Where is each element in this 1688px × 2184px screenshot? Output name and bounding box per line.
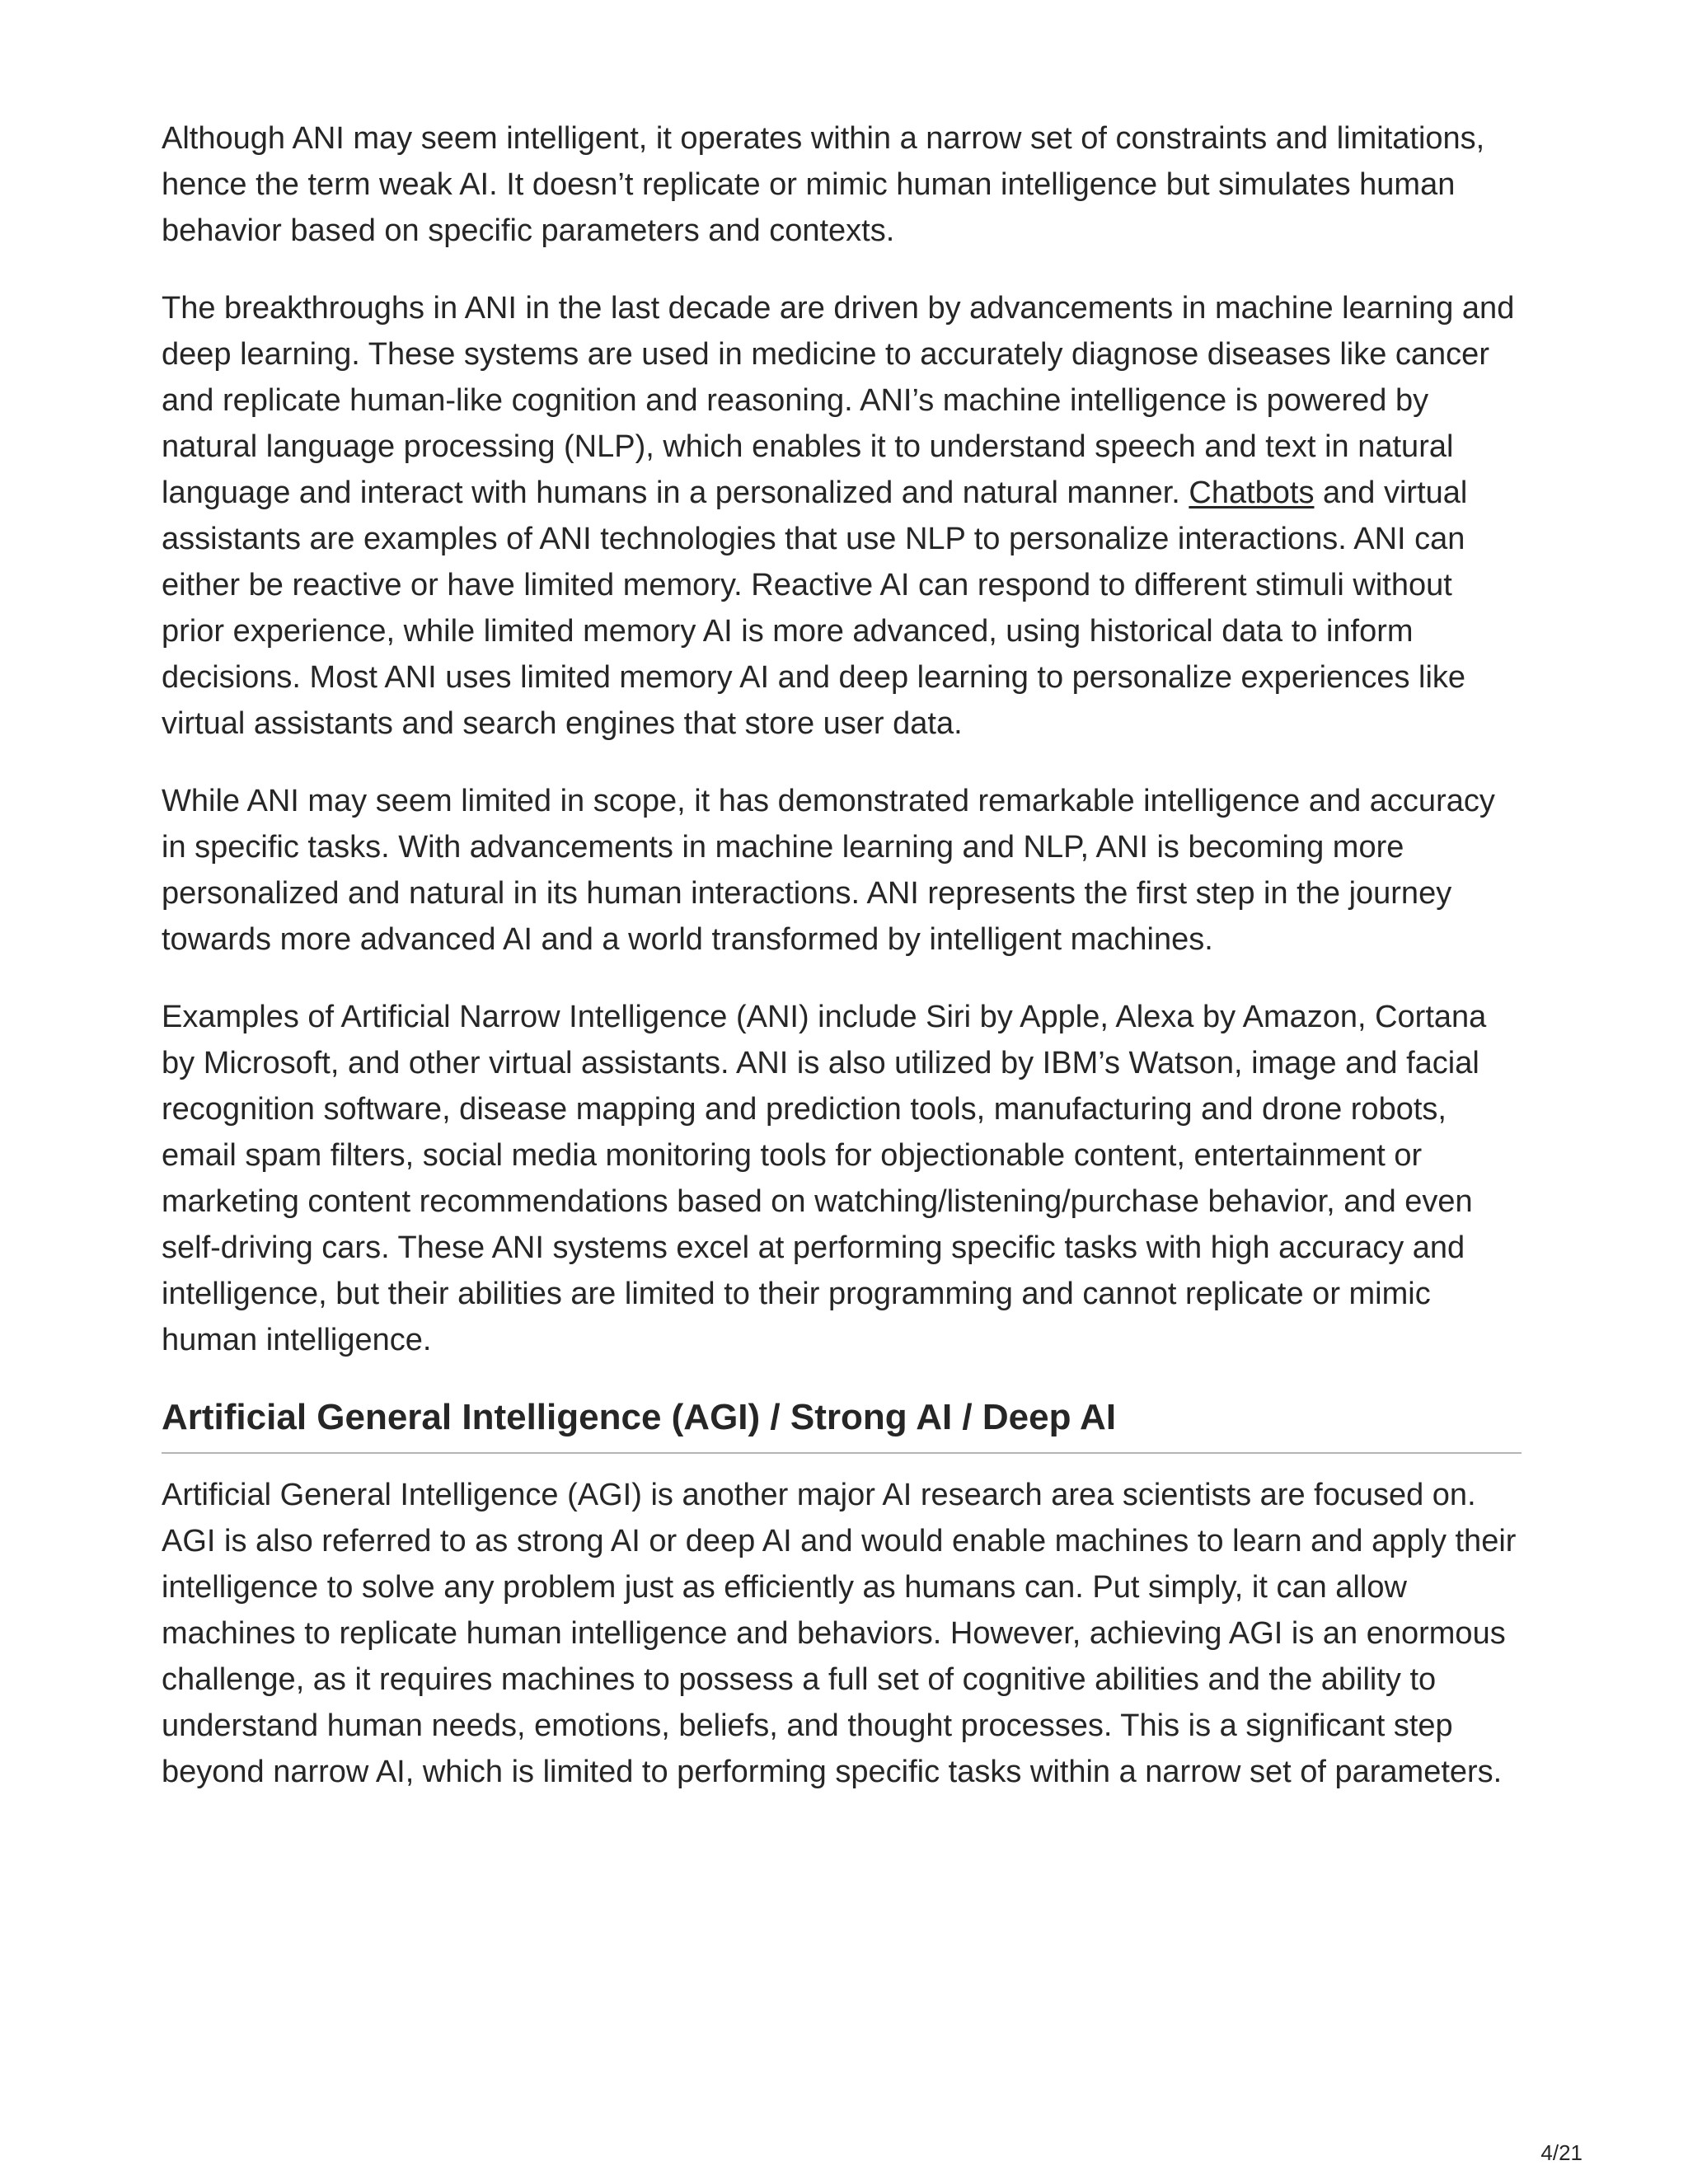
paragraph-agi-intro: Artificial General Intelligence (AGI) is another major AI research area scientists are focused on. AGI is also referred to as strong AI or deep AI and would enable machines to learn and apply their intelligence to solve any problem just as efficiently as humans can. Put simply, it can allow machines to replicate human intelligence and behaviors. However, achieving AGI is an enormous challenge, as it requires machines to possess a full set of cognitive abilities and the ability to understand human needs, emotions, beliefs, and thought processes. This is a significant step beyond narrow AI, which is limited to performing specific tasks within a narrow set of parameters. bbox=[162, 1478, 1517, 1789]
section-heading-agi: Artificial General Intelligence (AGI) / Strong AI / Deep AI bbox=[162, 1394, 1522, 1454]
paragraph-ani-examples: Examples of Artificial Narrow Intelligence (ANI) include Siri by Apple, Alexa by Amazon, Cortana by Microsoft, and other virtual assistants. ANI is also utilized by IBM’s Watson, image and facial recognition software, disease mapping and prediction tools, manufacturing and drone robots, email spam filters, social media monitoring tools for objectionable content, entertainment or marketing content recommendations based on watching/listening/purchase behavior, and even self-driving cars. These ANI systems excel at performing specific tasks with high accuracy and intelligence, but their abilities are limited to their programming and cannot replicate or mimic human intelligence. bbox=[162, 1000, 1487, 1357]
paragraph-ani-breakthroughs bbox=[162, 285, 1522, 747]
chatbots-link[interactable]: Chatbots bbox=[1189, 476, 1315, 510]
paragraph-ani-intro: Although ANI may seem intelligent, it operates within a narrow set of constraints and limitations, hence the term weak AI. It doesn’t replicate or mimic human intelligence but simulates human behavior based on specific parameters and contexts. bbox=[162, 121, 1485, 248]
paragraph-text-before-link: The breakthroughs in ANI in the last decade are driven by advancements in machine learning and deep learning. These systems are used in medicine to accurately diagnose diseases like cancer and replicate human-like cognition and reasoning. ANI’s machine intelligence is powered by natural language processing (NLP), which enables it to understand speech and text in natural language and interact with humans in a personalized and natural manner. bbox=[162, 291, 1515, 510]
article-content bbox=[162, 115, 1522, 1826]
page-number: 4/21 bbox=[1540, 2140, 1582, 2165]
paragraph-ani-scope: While ANI may seem limited in scope, it has demonstrated remarkable intelligence and accuracy in specific tasks. With advancements in machine learning and NLP, ANI is becoming more personalized and natural in its human interactions. ANI represents the first step in the journey towards more advanced AI and a world transformed by intelligent machines. bbox=[162, 784, 1495, 957]
paragraph-text-after-link: and virtual assistants are examples of ANI technologies that use NLP to personalize interactions. ANI can either be reactive or have limited memory. Reactive AI can respond to different stimuli without prior experience, while limited memory AI is more advanced, using historical data to inform decisions. Most ANI uses limited memory AI and deep learning to personalize experiences like virtual assistants and search engines that store user data. bbox=[162, 476, 1468, 741]
